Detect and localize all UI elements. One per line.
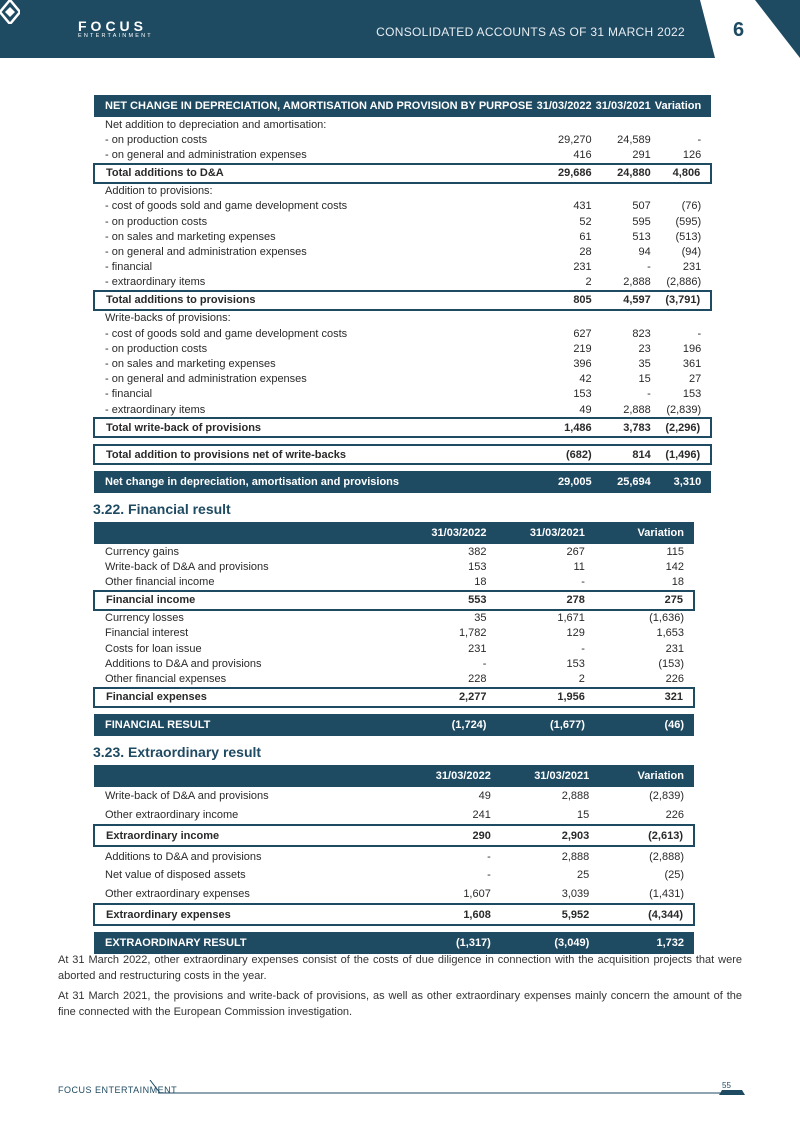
value-cell: (4,344): [591, 904, 694, 925]
value-cell: 513: [632, 230, 651, 243]
table-row: [94, 846, 694, 866]
table-row: [94, 885, 694, 905]
note-paragraph: At 31 March 2021, the provisions and write-back of provisions, as well as other extraordinary expenses mainly concern the amount of the fine connected with the European Commission investigation.: [58, 990, 742, 1018]
label-cell: Net addition to depreciation and amortisation:: [105, 118, 327, 131]
value-cell: 153: [682, 388, 702, 401]
label-cell: - on general and administration expenses: [105, 245, 307, 258]
table-row: [94, 641, 694, 656]
value-cell: 553: [390, 591, 488, 610]
table-row: [94, 341, 711, 356]
value-cell: 153: [573, 388, 592, 401]
value-cell: [594, 183, 653, 199]
value-cell: 29,686: [535, 164, 594, 183]
chapter-number: 6: [733, 19, 745, 41]
value-cell: (2,886): [666, 276, 702, 289]
financial-section-title: 3.22. Financial result: [93, 501, 231, 517]
value-cell: 31/03/2021: [488, 522, 586, 544]
value-cell: (2,613): [591, 825, 694, 846]
value-cell: -: [647, 388, 651, 401]
value-cell: 267: [566, 545, 585, 558]
value-cell: 275: [587, 591, 694, 610]
spacer-row: [94, 925, 694, 932]
value-cell: [535, 310, 594, 326]
value-cell: (1,724): [390, 714, 488, 736]
table-row: [94, 356, 711, 371]
total-row: [94, 904, 694, 925]
result-row: [94, 471, 711, 493]
label-cell: Extraordinary expenses: [94, 904, 394, 925]
table-row: [94, 806, 694, 826]
table-row: [94, 199, 711, 214]
value-cell: -: [697, 133, 702, 146]
value-cell: 396: [573, 358, 592, 371]
label-cell: NET CHANGE IN DEPRECIATION, AMORTISATION AND PROVISION BY PURPOSE: [94, 95, 535, 117]
table-row: [94, 626, 694, 641]
value-cell: [653, 310, 711, 326]
value-cell: 1,653: [656, 627, 684, 640]
table-row: [94, 260, 711, 275]
value-cell: -: [647, 261, 651, 274]
value-cell: 431: [573, 200, 592, 213]
value-cell: 153: [468, 560, 487, 573]
table-header-row: [94, 95, 711, 117]
value-cell: 24,880: [594, 164, 653, 183]
value-cell: 2,888: [561, 790, 590, 803]
value-cell: 15: [577, 809, 590, 822]
label-cell: [94, 522, 390, 544]
spacer-row: [94, 437, 711, 445]
label-cell: Write-back of D&A and provisions: [105, 560, 269, 573]
value-cell: Variation: [587, 522, 694, 544]
value-cell: [535, 183, 594, 199]
label-cell: Total additions to D&A: [94, 164, 535, 183]
table-row: [94, 387, 711, 402]
value-cell: 1,956: [488, 688, 586, 707]
label-cell: Currency gains: [105, 545, 179, 558]
depreciation-table: [93, 95, 712, 493]
value-cell: 129: [566, 627, 585, 640]
spacer-row: [94, 464, 711, 471]
table-row: [94, 402, 711, 418]
table-row: [94, 866, 694, 885]
value-cell: (682): [535, 445, 594, 464]
value-cell: (513): [675, 230, 702, 243]
table-row: [94, 671, 694, 687]
label-cell: Additions to D&A and provisions: [105, 657, 262, 670]
value-cell: (2,839): [649, 790, 684, 803]
value-cell: 231: [682, 261, 702, 274]
value-cell: 196: [682, 342, 702, 355]
value-cell: 28: [579, 245, 592, 258]
table-header-row: [94, 765, 694, 787]
value-cell: 2,888: [561, 850, 590, 863]
label-cell: Financial interest: [105, 627, 189, 640]
value-cell: 2,903: [493, 825, 591, 846]
value-cell: 29,270: [558, 133, 592, 146]
value-cell: [653, 117, 711, 132]
label-cell: - on general and administration expenses: [105, 373, 307, 386]
value-cell: 31/03/2021: [493, 765, 591, 787]
value-cell: (2,296): [653, 418, 711, 437]
value-cell: -: [581, 642, 585, 655]
value-cell: 31/03/2022: [394, 765, 492, 787]
value-cell: (1,431): [649, 888, 684, 901]
note-paragraph: At 31 March 2022, other extraordinary expenses consist of the costs of due diligence in connection with the acquisition projects that were aborted and restructuring costs in the year.: [58, 954, 742, 982]
value-cell: 1,486: [535, 418, 594, 437]
value-cell: [535, 117, 594, 132]
value-cell: 42: [579, 373, 592, 386]
value-cell: 595: [632, 215, 651, 228]
value-cell: 29,005: [535, 471, 594, 493]
value-cell: 823: [632, 327, 651, 340]
value-cell: 231: [665, 642, 684, 655]
label-cell: - extraordinary items: [105, 276, 206, 289]
label-cell: - on sales and marketing expenses: [105, 230, 276, 243]
financial-result-table: [93, 522, 695, 736]
value-cell: 61: [579, 230, 592, 243]
label-cell: Write-back of D&A and provisions: [105, 790, 269, 803]
value-cell: 49: [478, 790, 491, 803]
value-cell: 35: [638, 358, 651, 371]
label-cell: Total addition to provisions net of write-backs: [94, 445, 535, 464]
value-cell: (1,496): [653, 445, 711, 464]
value-cell: (2,839): [666, 403, 702, 416]
table-row: [94, 559, 694, 574]
table-row: [94, 787, 694, 806]
value-cell: (76): [681, 200, 702, 213]
table-row: [94, 310, 711, 326]
total-row: [94, 418, 711, 437]
value-cell: 126: [682, 148, 702, 161]
label-cell: - on general and administration expenses: [105, 148, 307, 161]
label-cell: Costs for loan issue: [105, 642, 202, 655]
value-cell: 814: [594, 445, 653, 464]
value-cell: (1,317): [394, 932, 492, 954]
value-cell: 1,608: [394, 904, 492, 925]
table-row: [94, 183, 711, 199]
value-cell: 219: [573, 342, 592, 355]
value-cell: (25): [664, 869, 684, 882]
value-cell: 25: [577, 869, 590, 882]
table-row: [94, 544, 694, 559]
value-cell: 25,694: [594, 471, 653, 493]
value-cell: [594, 117, 653, 132]
value-cell: 2: [585, 276, 592, 289]
label-cell: Additions to D&A and provisions: [105, 850, 262, 863]
net-total-row: [94, 445, 711, 464]
value-cell: 278: [488, 591, 586, 610]
label-cell: Other extraordinary income: [105, 809, 239, 822]
value-cell: 231: [573, 261, 592, 274]
value-cell: 416: [573, 148, 592, 161]
table-row: [94, 147, 711, 163]
value-cell: 31/03/2021: [594, 95, 653, 117]
label-cell: - on sales and marketing expenses: [105, 358, 276, 371]
value-cell: 49: [579, 403, 592, 416]
value-cell: (94): [681, 245, 702, 258]
result-row: [94, 932, 694, 954]
value-cell: 321: [587, 688, 694, 707]
value-cell: 31/03/2022: [535, 95, 594, 117]
value-cell: 35: [474, 612, 487, 625]
table-row: [94, 229, 711, 244]
value-cell: 1,732: [591, 932, 694, 954]
extraordinary-section-title: 3.23. Extraordinary result: [93, 744, 262, 760]
value-cell: 231: [468, 642, 487, 655]
value-cell: 3,310: [653, 471, 711, 493]
label-cell: Financial income: [94, 591, 390, 610]
value-cell: 2: [578, 672, 585, 685]
label-cell: Addition to provisions:: [105, 185, 213, 198]
logo-word: FOCUS: [78, 18, 147, 34]
value-cell: 290: [394, 825, 492, 846]
value-cell: 3,039: [561, 888, 590, 901]
value-cell: 94: [638, 245, 651, 258]
label-cell: Net change in depreciation, amortisation and provisions: [94, 471, 535, 493]
value-cell: 142: [665, 560, 684, 573]
value-cell: 4,597: [594, 291, 653, 310]
label-cell: FINANCIAL RESULT: [94, 714, 390, 736]
value-cell: 24,589: [617, 133, 651, 146]
value-cell: (3,791): [653, 291, 711, 310]
table-row: [94, 372, 711, 387]
value-cell: -: [487, 869, 491, 882]
value-cell: 3,783: [594, 418, 653, 437]
table-row: [94, 117, 711, 132]
label-cell: - cost of goods sold and game development costs: [105, 327, 348, 340]
value-cell: 153: [566, 657, 585, 670]
label-cell: - extraordinary items: [105, 403, 206, 416]
header-title: CONSOLIDATED ACCOUNTS AS OF 31 MARCH 2022: [376, 25, 685, 39]
value-cell: 11: [573, 560, 585, 573]
value-cell: 226: [665, 809, 684, 822]
value-cell: 2,277: [390, 688, 488, 707]
label-cell: - on production costs: [105, 215, 208, 228]
value-cell: 627: [573, 327, 592, 340]
value-cell: 5,952: [493, 904, 591, 925]
value-cell: 15: [638, 373, 651, 386]
value-cell: [594, 310, 653, 326]
value-cell: (595): [675, 215, 702, 228]
value-cell: 805: [535, 291, 594, 310]
value-cell: 291: [632, 148, 651, 161]
value-cell: [653, 183, 711, 199]
label-cell: Total write-back of provisions: [94, 418, 535, 437]
label-cell: Other financial income: [105, 575, 215, 588]
table-row: [94, 214, 711, 229]
table-row: [94, 244, 711, 259]
value-cell: 1,671: [557, 612, 585, 625]
value-cell: 18: [671, 575, 684, 588]
total-row: [94, 164, 711, 183]
value-cell: 2,888: [623, 276, 651, 289]
table-row: [94, 574, 694, 590]
table-row: [94, 610, 694, 626]
label-cell: - financial: [105, 388, 153, 401]
label-cell: - on production costs: [105, 133, 208, 146]
value-cell: -: [581, 575, 585, 588]
value-cell: (1,677): [488, 714, 586, 736]
value-cell: 1,782: [458, 627, 487, 640]
label-cell: - cost of goods sold and game development costs: [105, 200, 348, 213]
label-cell: Total additions to provisions: [94, 291, 535, 310]
label-cell: - on production costs: [105, 342, 208, 355]
total-row: [94, 688, 694, 707]
footer-brand: FOCUS ENTERTAINMENT: [58, 1085, 178, 1095]
value-cell: 18: [474, 575, 487, 588]
total-row: [94, 291, 711, 310]
value-cell: 1,607: [463, 888, 491, 901]
value-cell: 241: [472, 809, 491, 822]
label-cell: [94, 765, 394, 787]
label-cell: EXTRAORDINARY RESULT: [94, 932, 394, 954]
total-row: [94, 591, 694, 610]
value-cell: 27: [688, 373, 702, 386]
value-cell: 2,888: [623, 403, 651, 416]
label-cell: - financial: [105, 261, 153, 274]
page-number: 55: [722, 1081, 731, 1090]
value-cell: (153): [658, 657, 684, 670]
label-cell: Other extraordinary expenses: [105, 888, 250, 901]
value-cell: 115: [666, 545, 684, 558]
value-cell: 52: [579, 215, 592, 228]
label-cell: Net value of disposed assets: [105, 869, 246, 882]
table-header-row: [94, 522, 694, 544]
focus-logo-icon: [0, 0, 20, 24]
table-row: [94, 132, 711, 147]
value-cell: 382: [468, 545, 487, 558]
value-cell: -: [487, 850, 491, 863]
value-cell: 226: [665, 672, 684, 685]
value-cell: 31/03/2022: [390, 522, 488, 544]
value-cell: 228: [468, 672, 487, 685]
total-row: [94, 825, 694, 846]
label-cell: Extraordinary income: [94, 825, 394, 846]
value-cell: (46): [587, 714, 694, 736]
value-cell: -: [697, 327, 702, 340]
label-cell: Financial expenses: [94, 688, 390, 707]
table-row: [94, 656, 694, 671]
label-cell: Write-backs of provisions:: [105, 312, 231, 325]
value-cell: 507: [632, 200, 651, 213]
value-cell: 4,806: [653, 164, 711, 183]
label-cell: Other financial expenses: [105, 672, 227, 685]
value-cell: 23: [638, 342, 651, 355]
value-cell: Variation: [591, 765, 694, 787]
value-cell: Variation: [653, 95, 711, 117]
table-row: [94, 275, 711, 291]
spacer-row: [94, 707, 694, 714]
page-header: [0, 0, 800, 58]
value-cell: 361: [682, 358, 702, 371]
value-cell: (3,049): [493, 932, 591, 954]
label-cell: Currency losses: [105, 612, 184, 625]
value-cell: -: [482, 657, 487, 670]
value-cell: (2,888): [649, 850, 684, 863]
value-cell: (1,636): [649, 612, 684, 625]
extraordinary-result-table: [93, 765, 695, 954]
table-row: [94, 326, 711, 341]
logo-subtitle: ENTERTAINMENT: [78, 33, 153, 39]
result-row: [94, 714, 694, 736]
